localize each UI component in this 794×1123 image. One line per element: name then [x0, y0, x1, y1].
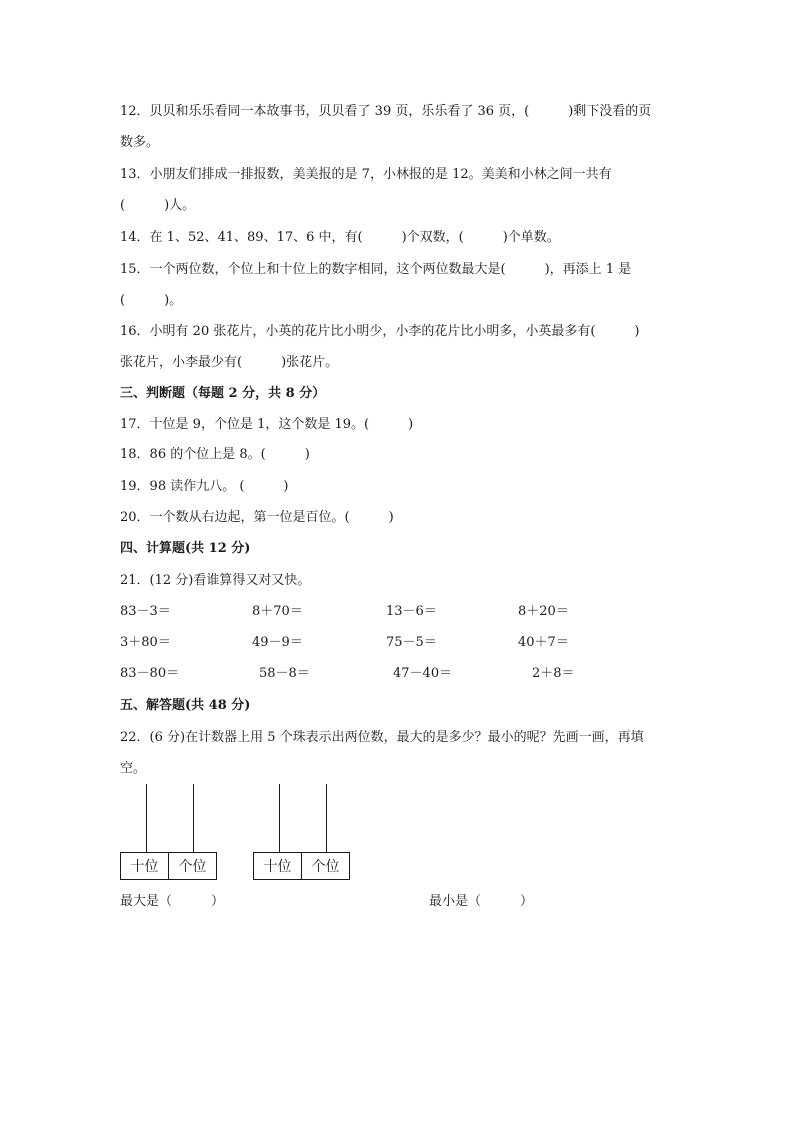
- calc-item: 8＋70＝: [252, 604, 303, 619]
- abacus-left: [120, 784, 220, 880]
- question-22-line-1: 22．(6 分)在计数器上用 5 个珠表示出两位数，最大的是多少？最小的呢？先画一画，再填: [120, 730, 644, 745]
- question-22-line-2: 空。: [120, 761, 147, 776]
- calc-item: 49－9＝: [252, 635, 303, 650]
- calc-item: 75－5＝: [386, 635, 437, 650]
- calc-item: 40＋7＝: [518, 635, 569, 650]
- abacus-label-ones: 个位: [168, 853, 216, 879]
- abacus-label-tens: 十位: [263, 859, 292, 875]
- question-17: 17．十位是 9，个位是 1，这个数是 19。( ): [120, 417, 414, 432]
- question-12-line-1: 12．贝贝和乐乐看同一本故事书，贝贝看了 39 页，乐乐看了 36 页，( )剩下没看的页: [120, 104, 652, 119]
- abacus-label-ones: 个位: [301, 853, 349, 879]
- calc-row-2: [0, 635, 794, 651]
- question-13-line-1: 13．小朋友们排成一排报数，美美报的是 7，小林报的是 12。美美和小林之间一共有: [120, 167, 612, 182]
- abacus-rod-tens: [279, 784, 280, 852]
- calc-row-1: [0, 604, 794, 620]
- abacus-rod-ones: [193, 784, 194, 852]
- question-16-line-1: 16．小明有 20 张花片，小英的花片比小明少，小李的花片比小明多，小英最多有( ): [120, 324, 640, 339]
- calc-item: 83－3＝: [120, 604, 171, 619]
- calc-item: 47－40＝: [393, 666, 453, 681]
- abacus-right: [253, 784, 353, 880]
- question-12-line-2: 数多。: [120, 135, 160, 150]
- question-18: 18．86 的个位上是 8。( ): [120, 447, 310, 462]
- question-21: 21．(12 分)看谁算得又对又快。: [120, 573, 311, 588]
- abacus-base: [253, 852, 350, 880]
- section-4-title: 四、计算题(共 12 分): [120, 541, 251, 556]
- question-15-line-1: 15．一个两位数，个位上和十位上的数字相同，这个两位数最大是( )，再添上 1 是: [120, 262, 632, 277]
- question-15-line-2: ( )。: [120, 293, 183, 308]
- calc-row-3: [0, 666, 794, 682]
- abacus-rod-ones: [326, 784, 327, 852]
- question-20: 20．一个数从右边起，第一位是百位。( ): [120, 510, 394, 525]
- calc-item: 83－80＝: [120, 666, 180, 681]
- section-3-title: 三、判断题（每题 2 分，共 8 分）: [120, 386, 326, 401]
- question-14: 14．在 1、52、41、89、17、6 中，有( )个双数，( )个单数。: [120, 230, 560, 245]
- question-19: 19．98 读作九八。 ( ): [120, 479, 289, 494]
- question-13-line-2: ( )人。: [120, 198, 196, 213]
- abacus-rod-tens: [146, 784, 147, 852]
- min-answer: 最小是（ ）: [429, 894, 534, 909]
- abacus-label-tens: 十位: [130, 859, 159, 875]
- abacus-base: [120, 852, 217, 880]
- calc-item: 58－8＝: [259, 666, 310, 681]
- calc-item: 3＋80＝: [120, 635, 171, 650]
- calc-item: 8＋20＝: [518, 604, 569, 619]
- calc-item: 2＋8＝: [532, 666, 575, 681]
- question-16-line-2: 张花片，小李最少有( )张花片。: [120, 355, 339, 370]
- max-answer: 最大是（ ）: [120, 894, 225, 909]
- calc-item: 13－6＝: [386, 604, 437, 619]
- section-5-title: 五、解答题(共 48 分): [120, 698, 251, 713]
